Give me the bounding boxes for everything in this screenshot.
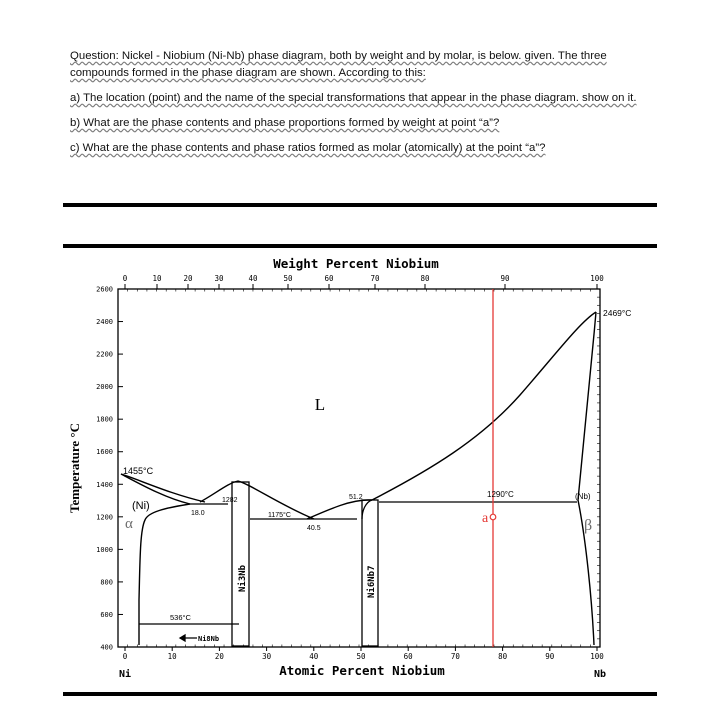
t1290-label: 1290°C	[487, 490, 514, 499]
ni-phase-label: (Ni)	[132, 500, 150, 512]
bottom-tick-label: 70	[450, 652, 460, 661]
y-tick-label: 1600	[96, 448, 113, 457]
t1175-label: 1175°C	[268, 512, 291, 519]
phase-labels	[123, 308, 631, 643]
top-tick-label: 20	[183, 274, 193, 283]
question-a: a) The location (point) and the name of the special transformations that appear in the phase diagram. show on it.	[70, 92, 637, 104]
question-b: b) What are the phase contents and phase proportions formed by weight at point “a”?	[70, 117, 500, 129]
y-tick-label: 2600	[96, 285, 113, 294]
left-element-label: Ni	[118, 669, 132, 680]
bottom-tick-label: 100	[590, 652, 604, 661]
bottom-tick-label: 0	[122, 652, 128, 661]
alpha-label: α	[125, 516, 133, 532]
y-tick-label: 1400	[96, 480, 113, 489]
top-tick-label: 100	[590, 274, 604, 283]
phase-lines	[139, 482, 577, 646]
liquid-label: L	[314, 395, 326, 414]
bottom-axis-title: Atomic Percent Niobium	[279, 663, 445, 678]
top-tick-label: 90	[500, 274, 510, 283]
plot-frame	[118, 289, 600, 647]
top-tick-label: 0	[122, 274, 128, 283]
top-tick-label: 10	[152, 274, 162, 283]
ni6nb7-left-edge	[362, 500, 372, 519]
y-tick-label: 2400	[96, 318, 113, 327]
bottom-tick-label: 30	[262, 652, 272, 661]
tick-labels	[96, 274, 604, 661]
t51-2-label: 51.2	[349, 494, 363, 501]
y-axis-title: Temperature °C	[67, 422, 82, 514]
liquidus-curve-right	[372, 312, 596, 500]
t18-label: 18.0	[191, 510, 205, 517]
t40-5-label: 40.5	[307, 525, 321, 532]
bottom-tick-label: 50	[356, 652, 366, 661]
ni3nb-dome	[200, 481, 314, 519]
y-tick-label: 2200	[96, 350, 113, 359]
point-a-label: a	[482, 511, 489, 526]
ni8nb-arrowhead	[180, 635, 185, 641]
ni3nb-label: Ni3Nb	[238, 564, 248, 592]
tick-marks	[118, 284, 600, 651]
bottom-tick-label: 90	[545, 652, 555, 661]
question-intro: Question: Nickel - Niobium (Ni-Nb) phase diagram, both by weight and by molar, is below. given. The three compounds formed in the phase diagram are shown. According to this:	[70, 50, 607, 79]
ni8nb-label: Ni8Nb	[198, 635, 220, 643]
ni-melt-label: 1455°C	[123, 466, 154, 476]
t536-label: 536°C	[170, 613, 191, 622]
top-tick-label: 40	[248, 274, 258, 283]
nb-melt-label: 2469°C	[603, 308, 632, 318]
top-tick-label: 60	[324, 274, 334, 283]
right-element-label: Nb	[593, 669, 607, 680]
point-a-marker	[490, 514, 496, 520]
bottom-tick-label: 10	[167, 652, 177, 661]
top-tick-label: 30	[214, 274, 224, 283]
question-c: c) What are the phase contents and phase ratios formed as molar (atomically) at the point “a”?	[70, 142, 546, 154]
nb-solidus-curve	[578, 312, 596, 500]
top-tick-label: 50	[283, 274, 293, 283]
ni3nb-phase-band	[232, 482, 249, 646]
bottom-tick-label: 60	[403, 652, 413, 661]
bottom-tick-label: 40	[309, 652, 319, 661]
y-tick-label: 1000	[96, 545, 113, 554]
t1282-label: 1282	[222, 497, 238, 504]
y-tick-label: 400	[100, 643, 113, 652]
bottom-tick-label: 20	[214, 652, 224, 661]
phase-boundaries	[121, 312, 596, 645]
top-tick-label: 80	[420, 274, 430, 283]
y-tick-label: 2000	[96, 383, 113, 392]
liquidus-curve-left	[121, 474, 205, 502]
y-tick-label: 800	[100, 578, 113, 587]
y-tick-label: 1800	[96, 415, 113, 424]
top-tick-label: 70	[370, 274, 380, 283]
ni6nb7-label: Ni6Nb7	[367, 565, 377, 598]
top-axis-title: Weight Percent Niobium	[273, 256, 439, 271]
y-tick-label: 600	[100, 610, 113, 619]
beta-label: β	[584, 517, 593, 534]
nb-phase-label: (Nb)	[575, 492, 591, 501]
bottom-tick-label: 80	[498, 652, 508, 661]
y-tick-label: 1200	[96, 513, 113, 522]
